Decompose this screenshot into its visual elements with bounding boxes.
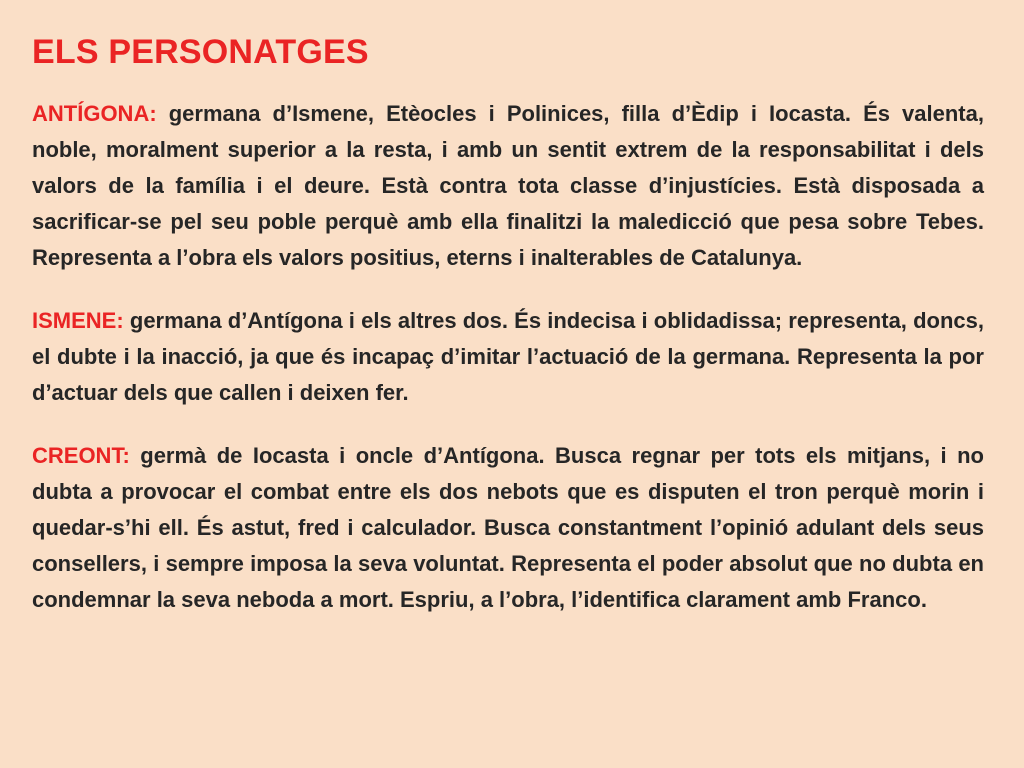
character-ismene bbox=[32, 303, 984, 411]
character-description-ismene: germana d’Antígona i els altres dos. És indecisa i oblidadissa; representa, doncs, el dubte i la inacció, ja que és incapaç d’imitar l’actuació de la germana. Representa la por d’actuar dels que callen i deixen fer. bbox=[32, 308, 984, 405]
character-creont bbox=[32, 438, 984, 618]
character-description-antigona: germana d’Ismene, Etèocles i Polinices, filla d’Èdip i Iocasta. És valenta, noble, moralment superior a la resta, i amb un sentit extrem de la responsabilitat i dels valors de la família i el deure. Està contra tota classe d’injustícies. Està disposada a sacrificar-se pel seu poble perquè amb ella finalitzi la maledicció que pesa sobre Tebes. Representa a l’obra els valors positius, eterns i inalterables de Catalunya. bbox=[32, 101, 984, 270]
character-name-ismene: ISMENE: bbox=[32, 308, 124, 333]
slide-title: ELS PERSONATGES bbox=[32, 33, 369, 71]
character-name-creont: CREONT: bbox=[32, 443, 130, 468]
character-name-antigona: ANTÍGONA: bbox=[32, 101, 157, 126]
character-antigona bbox=[32, 96, 984, 276]
character-description-creont: germà de Iocasta i oncle d’Antígona. Busca regnar per tots els mitjans, i no dubta a provocar el combat entre els dos nebots que es disputen el tron perquè morin i quedar-s’hi ell. És astut, fred i calculador. Busca constantment l’opinió adulant dels seus consellers, i sempre imposa la seva voluntat. Representa el poder absolut que no dubta en condemnar la seva neboda a mort. Espriu, a l’obra, l’identifica clarament amb Franco. bbox=[32, 443, 984, 612]
